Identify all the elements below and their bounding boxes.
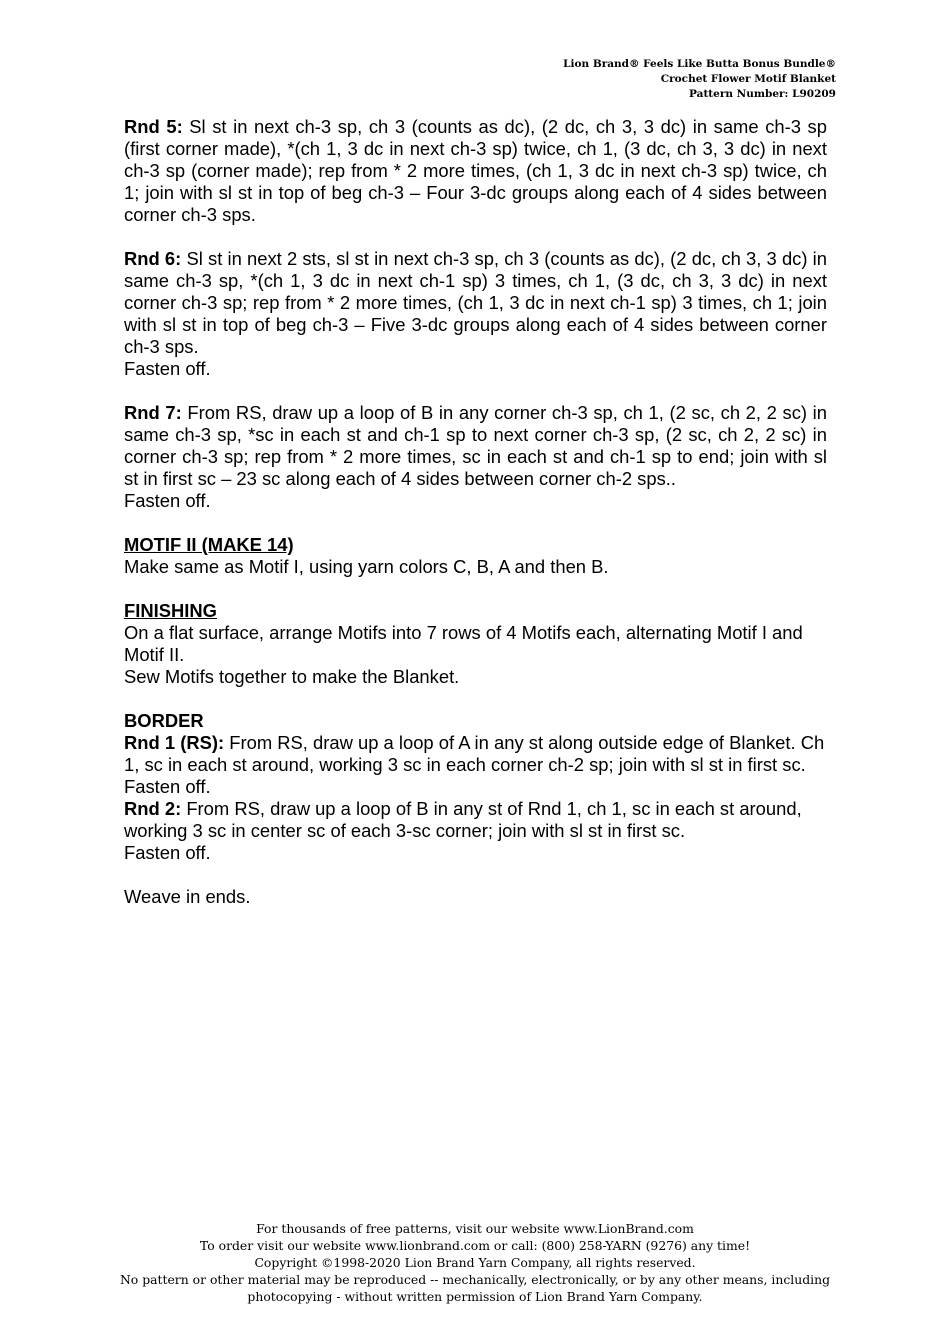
border-round-2-fasten-off: Fasten off. (124, 842, 211, 863)
border-round-1 (124, 732, 827, 776)
pattern-body (124, 116, 827, 908)
round-5-text: Sl st in next ch-3 sp, ch 3 (counts as dc), (2 dc, ch 3, 3 dc) in same ch-3 sp (first corner made), *(ch 1, 3 dc in next ch-3 sp) twice, ch 1, (3 dc, ch 3, 3 dc) in next ch-3 sp (corner made); rep from * 2 more times, (ch 1, 3 dc in next ch-3 sp) twice, ch 1; join with sl st in top of beg ch-3 – Four 3-dc groups along each of 4 sides between corner ch-3 sps. (124, 116, 827, 225)
finishing-heading: FINISHING (124, 600, 217, 621)
round-5-label: Rnd 5: (124, 116, 183, 137)
border-round-2-text: From RS, draw up a loop of B in any st of Rnd 1, ch 1, sc in each st around, working 3 sc in center sc of each 3-sc corner; join with sl st in first sc. (124, 798, 802, 841)
footer-permission-notice: photocopying - without written permission of Lion Brand Yarn Company. (247, 1289, 703, 1304)
round-6-text: Sl st in next 2 sts, sl st in next ch-3 sp, ch 3 (counts as dc), (2 dc, ch 3, 3 dc) in same ch-3 sp, *(ch 1, 3 dc in next ch-1 sp) 3 times, ch 1, (3 dc, ch 3, 3 dc) in next corner ch-3 sp; rep from * 2 more times, (ch 1, 3 dc in next ch-1 sp) 3 times, ch 1; join with sl st in top of beg ch-3 – Five 3-dc groups along each of 4 sides between corner ch-3 sps. (124, 248, 827, 357)
border-round-1-fasten-off: Fasten off. (124, 776, 211, 797)
footer-free-patterns: For thousands of free patterns, visit our website www.LionBrand.com (256, 1221, 694, 1236)
border-round-2-label: Rnd 2: (124, 798, 182, 819)
header-brand-line: Lion Brand® Feels Like Butta Bonus Bundle® (563, 58, 836, 70)
weave-in-ends: Weave in ends. (124, 886, 251, 907)
border-round-2 (124, 798, 827, 842)
round-6-instructions (124, 248, 827, 358)
round-6-label: Rnd 6: (124, 248, 182, 269)
header-pattern-title: Crochet Flower Motif Blanket (660, 73, 836, 85)
round-5-instructions (124, 116, 827, 226)
border-round-1-text: From RS, draw up a loop of A in any st along outside edge of Blanket. Ch 1, sc in each st around, working 3 sc in each corner ch-2 sp; join with sl st in first sc. (124, 732, 825, 775)
finishing-sew-text: Sew Motifs together to make the Blanket. (124, 666, 460, 687)
header-pattern-number: Pattern Number: L90209 (689, 88, 836, 100)
round-7-fasten-off: Fasten off. (124, 490, 211, 511)
page-footer (0, 1220, 950, 1305)
finishing-arrange-text: On a flat surface, arrange Motifs into 7 rows of 4 Motifs each, alternating Motif I and Motif II. (124, 622, 803, 665)
footer-copyright: Copyright ©1998-2020 Lion Brand Yarn Company, all rights reserved. (254, 1255, 696, 1270)
border-heading: BORDER (124, 710, 204, 731)
motif-2-heading: MOTIF II (MAKE 14) (124, 534, 294, 555)
round-6-fasten-off: Fasten off. (124, 358, 211, 379)
round-7-label: Rnd 7: (124, 402, 182, 423)
border-round-1-label: Rnd 1 (RS): (124, 732, 225, 753)
round-7-text: From RS, draw up a loop of B in any corner ch-3 sp, ch 1, (2 sc, ch 2, 2 sc) in same ch-3 sp, *sc in each st and ch-1 sp to next corner ch-3 sp, (2 sc, ch 2, 2 sc) in corner ch-3 sp; rep from * 2 more times, sc in each st and ch-1 sp to end; join with sl st in first sc – 23 sc along each of 4 sides between corner ch-2 sps.. (124, 402, 827, 489)
round-7-instructions (124, 402, 827, 490)
footer-order-info: To order visit our website www.lionbrand.com or call: (800) 258-YARN (9276) any time! (199, 1238, 751, 1253)
footer-reproduction-notice: No pattern or other material may be reproduced -- mechanically, electronically, or by any other means, including (119, 1272, 831, 1287)
motif-2-text: Make same as Motif I, using yarn colors C, B, A and then B. (124, 556, 609, 577)
page-header (563, 57, 836, 102)
